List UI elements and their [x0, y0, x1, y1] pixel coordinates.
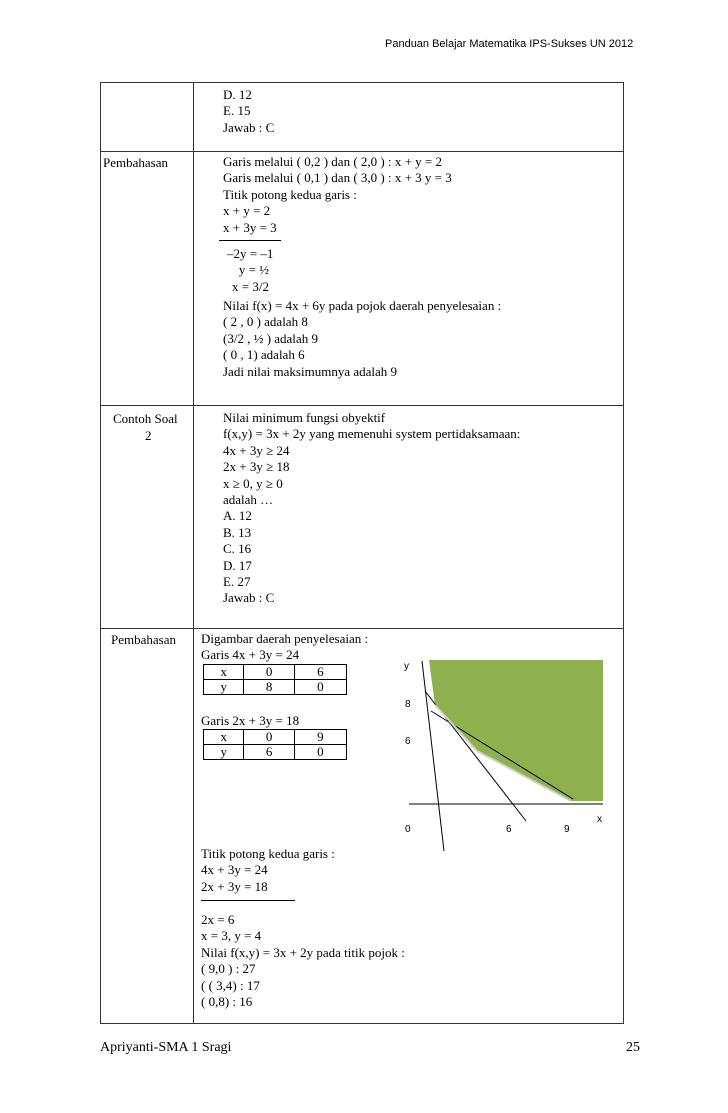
equation-2: 2x + 3y = 18 — [201, 878, 268, 894]
table-cell: 0 — [294, 680, 346, 695]
x-tick-label: 6 — [506, 824, 512, 835]
table-row — [204, 745, 347, 760]
row-label-number: 2 — [145, 428, 152, 443]
feasible-region-graph — [391, 651, 621, 851]
line2-title: Garis 2x + 3y = 18 — [201, 713, 300, 728]
equation-1: 4x + 3y = 24 — [201, 862, 268, 878]
option-c: C. 16 — [223, 541, 252, 557]
question-line: f(x,y) = 3x + 2y yang memenuhi system pertidaksamaan: — [223, 426, 521, 442]
corner-value-1: ( 2 , 0 ) adalah 8 — [223, 314, 308, 330]
question-lines — [223, 410, 520, 607]
value-table-1 — [203, 664, 347, 695]
corner-value: ( 0,8) : 16 — [201, 993, 253, 1009]
answer: Jawab : C — [223, 119, 275, 135]
line-equation-2: Garis melalui ( 0,1 ) dan ( 3,0 ) : x + 3 y = 3 — [223, 170, 452, 186]
constraint-2: 2x + 3y ≥ 18 — [223, 459, 290, 475]
table-row — [204, 665, 347, 680]
x-tick-label: 0 — [405, 824, 411, 835]
table-cell: 0 — [294, 745, 346, 760]
solution-lines-c — [223, 298, 501, 380]
question-line: adalah … — [223, 491, 274, 507]
equation-1: x + y = 2 — [223, 203, 271, 219]
y-tick-label: 6 — [405, 736, 411, 747]
y-tick-label: 8 — [405, 699, 411, 710]
table-cell: x — [204, 665, 244, 680]
step-2: y = ½ — [238, 262, 269, 278]
page-number: 25 — [626, 1040, 640, 1055]
option-d: D. 12 — [223, 87, 252, 102]
table-cell: 9 — [294, 730, 346, 745]
content-table — [100, 82, 624, 1024]
row-label-pembahasan: Pembahasan — [111, 632, 176, 647]
graph-intro — [201, 631, 368, 664]
footer-author: Apriyanti-SMA 1 Sragi — [100, 1040, 232, 1055]
intersection-lines — [201, 846, 335, 895]
y-axis-label: y — [404, 661, 409, 672]
question-line: Nilai minimum fungsi obyektif — [223, 410, 386, 425]
table-row — [204, 730, 347, 745]
constraint-1: 4x + 3y ≥ 24 — [223, 442, 290, 458]
table-cell: y — [204, 745, 244, 760]
table-cell: 8 — [244, 680, 294, 695]
row-divider — [101, 628, 623, 629]
table-cell: 0 — [244, 665, 294, 680]
row-label-contoh-soal: Contoh Soal — [113, 411, 178, 426]
x-tick-label: 9 — [564, 824, 570, 835]
table-cell: 6 — [244, 745, 294, 760]
table-cell: 6 — [294, 665, 346, 680]
option-b: B. 13 — [223, 524, 252, 540]
corner-value-3: ( 0 , 1) adalah 6 — [223, 347, 305, 363]
subtraction-rule — [219, 240, 281, 241]
x-axis-label: x — [597, 814, 602, 825]
solution-lines-a — [223, 154, 452, 236]
column-divider — [193, 83, 194, 1023]
conclusion: Jadi nilai maksimumnya adalah 9 — [223, 363, 398, 379]
step-3: x = 3/2 — [232, 278, 269, 294]
subtraction-rule — [201, 900, 295, 901]
answer-options-continued — [223, 87, 274, 136]
option-d: D. 17 — [223, 557, 252, 573]
constraint-3: x ≥ 0, y ≥ 0 — [223, 475, 283, 491]
intersection-heading: Titik potong kedua garis : — [201, 846, 335, 861]
table-row — [204, 680, 347, 695]
value-table-2 — [203, 729, 347, 760]
row-label-pembahasan: Pembahasan — [103, 155, 168, 170]
step-line: Nilai f(x,y) = 3x + 2y pada titik pojok : — [201, 944, 405, 960]
corner-value: ( 9,0 ) : 27 — [201, 961, 256, 977]
table-cell: x — [204, 730, 244, 745]
line1-title: Garis 4x + 3y = 24 — [201, 647, 300, 663]
option-e: E. 27 — [223, 573, 251, 589]
table-cell: 0 — [244, 730, 294, 745]
equation-2: x + 3y = 3 — [223, 219, 277, 235]
step-line: x = 3, y = 4 — [201, 928, 262, 944]
step-line: 2x = 6 — [201, 912, 235, 927]
intersection-heading: Titik potong kedua garis : — [223, 186, 357, 202]
objective-heading: Nilai f(x) = 4x + 6y pada pojok daerah penyelesaian : — [223, 298, 502, 313]
page-header: Panduan Belajar Matematika IPS-Sukses UN 2012 — [385, 38, 634, 50]
intro-line: Digambar daerah penyelesaian : — [201, 631, 369, 646]
solution-lines — [201, 912, 405, 1010]
option-a: A. 12 — [223, 508, 252, 524]
table-cell: y — [204, 680, 244, 695]
row-divider — [101, 151, 623, 152]
line-equation-1: Garis melalui ( 0,2 ) dan ( 2,0 ) : x + y = 2 — [223, 154, 443, 169]
step-1: –2y = –1 — [227, 246, 274, 261]
solution-lines-b — [227, 246, 274, 295]
corner-value: ( ( 3,4) : 17 — [201, 977, 260, 993]
corner-value-2: (3/2 , ½ ) adalah 9 — [223, 330, 318, 346]
option-e: E. 15 — [223, 103, 251, 119]
answer: Jawab : C — [223, 590, 275, 606]
row-divider — [101, 405, 623, 406]
